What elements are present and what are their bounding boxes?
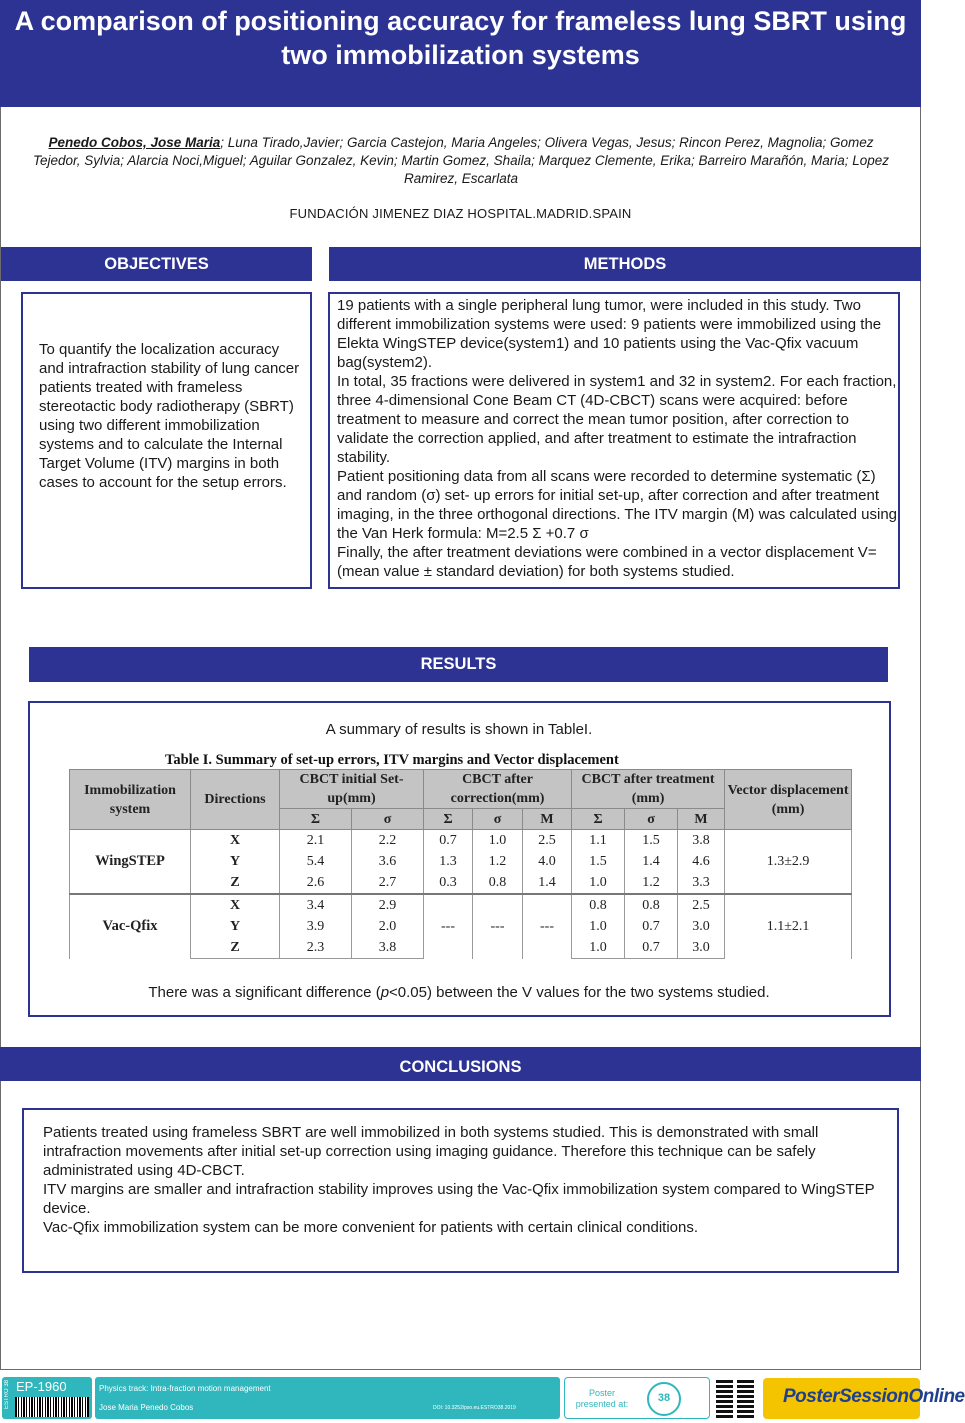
- summary-table: [69, 769, 852, 959]
- cell-empty: ---: [424, 894, 473, 959]
- header-sigma-systematic: Σ: [572, 809, 625, 830]
- methods-text: [337, 296, 897, 581]
- cell: 2.5: [678, 894, 725, 916]
- institution: FUNDACIÓN JIMENEZ DIAZ HOSPITAL.MADRID.SPAIN: [289, 206, 632, 221]
- title-banner: [0, 0, 921, 107]
- cell: 1.5: [572, 851, 625, 872]
- direction: Y: [191, 916, 280, 937]
- congress-number: 38: [657, 1392, 671, 1404]
- presented-at-panel: [564, 1377, 710, 1419]
- results-heading: RESULTS: [29, 647, 888, 682]
- cell: 0.8: [625, 894, 678, 916]
- cell: 1.0: [572, 916, 625, 937]
- header-sigma-random: σ: [352, 809, 424, 830]
- conclusions-heading: CONCLUSIONS: [0, 1047, 921, 1081]
- header-sigma-systematic: Σ: [424, 809, 473, 830]
- author-list: [30, 134, 892, 188]
- results-intro: A summary of results is shown in TableI.: [325, 721, 593, 738]
- objectives-heading: OBJECTIVES: [1, 247, 312, 281]
- congress-logo-icon: [647, 1382, 681, 1416]
- header-initial: CBCT initial Set-up(mm): [280, 770, 424, 809]
- cell: 0.8: [572, 894, 625, 916]
- cell: 1.1: [572, 830, 625, 852]
- presented-at-label: Poster presented at:: [575, 1388, 629, 1409]
- direction: Y: [191, 851, 280, 872]
- conclusions-paragraph: Vac-Qfix immobilization system can be more convenient for patients with certain clinical conditions.: [43, 1219, 699, 1236]
- results-box: [28, 701, 891, 1017]
- header-margin: M: [678, 809, 725, 830]
- cell: 1.2: [625, 872, 678, 894]
- cell: 3.8: [352, 937, 424, 959]
- cell: 3.0: [678, 916, 725, 937]
- cell-empty: ---: [473, 894, 523, 959]
- cell: 1.5: [625, 830, 678, 852]
- brand-logo[interactable]: [763, 1378, 965, 1419]
- cell: 5.4: [280, 851, 352, 872]
- cell: 1.4: [625, 851, 678, 872]
- header-sigma-systematic: Σ: [280, 809, 352, 830]
- methods-paragraph: Finally, the after treatment deviations were combined in a vector displacement V=(mean value ± standard deviation) for both systems studied.: [337, 544, 877, 580]
- vector-value: 1.3±2.9: [725, 830, 852, 895]
- table-caption: Table I. Summary of set-up errors, ITV margins and Vector displacement: [165, 752, 619, 768]
- cell: 4.6: [678, 851, 725, 872]
- cell: 2.6: [280, 872, 352, 894]
- cell: 1.3: [424, 851, 473, 872]
- cell: 2.5: [523, 830, 572, 852]
- direction: Z: [191, 937, 280, 959]
- doi-label: DOI: 10.3252/pso.eu.ESTRO38.2019: [433, 1405, 516, 1411]
- barcode-icon: [15, 1397, 89, 1417]
- conclusions-paragraph: Patients treated using frameless SBRT are well immobilized in both systems studied. This is demonstrated with small intrafraction movements after initial set-up correction using imaging guidance. Therefore this technique can be safely administrated using 4D-CBCT.: [43, 1124, 819, 1179]
- table-row: [70, 894, 852, 916]
- cell: 1.2: [473, 851, 523, 872]
- track-label: Physics track: Intra-fraction motion management: [99, 1384, 271, 1393]
- results-conclusion-text: There was a significant difference (: [148, 984, 381, 1001]
- cell: 0.7: [625, 916, 678, 937]
- table-row: [70, 830, 852, 852]
- methods-box: [328, 292, 900, 589]
- footer-author: Jose Maria Penedo Cobos: [99, 1403, 194, 1412]
- methods-paragraph: Patient positioning data from all scans were recorded to determine systematic (Σ) and random (σ) set- up errors for initial set-up, after correction and after treatment imaging, in the three orthogonal directions. The ITV margin (M) was calculated using the Van Herk formula: M=2.5 Σ +0.7 σ: [337, 468, 898, 542]
- vector-value: 1.1±2.1: [725, 894, 852, 959]
- cell: 1.0: [572, 872, 625, 894]
- cell-empty: ---: [523, 894, 572, 959]
- cell: 3.6: [352, 851, 424, 872]
- cell: 2.1: [280, 830, 352, 852]
- conclusions-paragraph: ITV margins are smaller and intrafraction stability improves using the Vac-Qfix immobilization system compared to WingSTEP device.: [43, 1181, 875, 1217]
- cell: 0.7: [424, 830, 473, 852]
- header-correction: CBCT after correction(mm): [424, 770, 572, 809]
- methods-paragraph: In total, 35 fractions were delivered in system1 and 32 in system2. For each fraction, three 4-dimensional Cone Beam CT (4D-CBCT) scans were acquired: before treatment to measure and correct the mean tumor position, after correction to validate the correction applied, and after treatment to estimate the intrafraction stability.: [337, 373, 897, 466]
- cell: 2.0: [352, 916, 424, 937]
- co-authors: ; Luna Tirado,Javier; Garcia Castejon, Maria Angeles; Olivera Vegas, Jesus; Rincon Perez, Magnolia; Gomez Tejedor, Sylvia; Alarcia Noci,Miguel; Aguilar Gonzalez, Kevin; Martin Gomez, Shaila; Marquez Clemente, Erika; Barreiro Marañón, Maria; Lopez Ramirez, Escarlata: [32, 135, 890, 186]
- direction: Z: [191, 872, 280, 894]
- system-name: Vac-Qfix: [70, 894, 191, 959]
- brand-name: PosterSessionOnline: [783, 1386, 965, 1407]
- cell: 0.3: [424, 872, 473, 894]
- cell: 3.4: [280, 894, 352, 916]
- methods-heading: METHODS: [329, 247, 921, 281]
- congress-code: ESTRO 38: [4, 1380, 10, 1410]
- objectives-box: [21, 292, 312, 589]
- results-conclusion: [30, 983, 888, 1002]
- cell: 0.8: [473, 872, 523, 894]
- cell: 0.7: [625, 937, 678, 959]
- conclusions-box: [22, 1108, 899, 1273]
- header-sigma-random: σ: [625, 809, 678, 830]
- cell: 4.0: [523, 851, 572, 872]
- direction: X: [191, 894, 280, 916]
- cell: 3.9: [280, 916, 352, 937]
- poster-id: EP-1960: [16, 1379, 67, 1394]
- header-sigma-random: σ: [473, 809, 523, 830]
- cell: 1.0: [572, 937, 625, 959]
- p-symbol: p: [380, 984, 390, 1001]
- header-directions: Directions: [191, 770, 280, 830]
- cell: 1.0: [473, 830, 523, 852]
- cell: 3.0: [678, 937, 725, 959]
- qr-code-icon[interactable]: [716, 1380, 754, 1418]
- direction: X: [191, 830, 280, 852]
- cell: 1.4: [523, 872, 572, 894]
- cell: 2.7: [352, 872, 424, 894]
- track-panel: [95, 1377, 560, 1419]
- poster-title: A comparison of positioning accuracy for frameless lung SBRT using two immobilization systems: [14, 6, 907, 70]
- methods-paragraph: 19 patients with a single peripheral lung tumor, were included in this study. Two different immobilization systems were used: 9 patients were immobilized using the Elekta WingSTEP device(system1) and 10 patients using the Vac-Qfix vacuum bag(system2).: [337, 297, 882, 371]
- cell: 2.2: [352, 830, 424, 852]
- objectives-text: To quantify the localization accuracy and intrafraction stability of lung cancer patients treated with frameless stereotactic body radiotherapy (SBRT) using two different immobilization systems and to calculate the Internal Target Volume (ITV) margins in both cases to account for the setup errors.: [39, 341, 300, 491]
- cell: 2.9: [352, 894, 424, 916]
- header-system: Immobilization system: [70, 770, 191, 830]
- header-margin: M: [523, 809, 572, 830]
- header-vector: Vector displacement (mm): [725, 770, 852, 830]
- cell: 3.3: [678, 872, 725, 894]
- conclusions-text: [43, 1123, 883, 1237]
- cell: 3.8: [678, 830, 725, 852]
- cell: 2.3: [280, 937, 352, 959]
- presenting-author: Penedo Cobos, Jose Maria: [48, 135, 221, 150]
- results-conclusion-text: <0.05) between the V values for the two systems studied.: [389, 984, 770, 1001]
- system-name: WingSTEP: [70, 830, 191, 895]
- header-treatment: CBCT after treatment (mm): [572, 770, 725, 809]
